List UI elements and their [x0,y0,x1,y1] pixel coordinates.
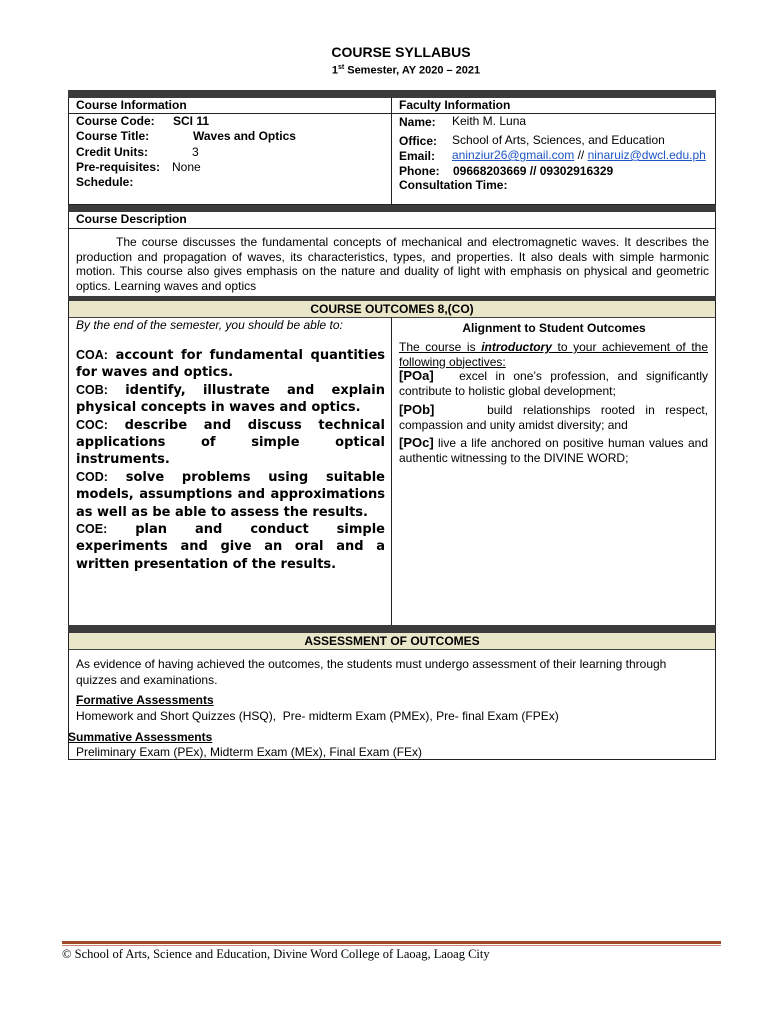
course-title-value: Waves and Optics [193,129,296,143]
footer-rule-thin [62,945,721,946]
outcome-code: COD: [76,469,108,484]
objective-tag: [POb] [399,402,435,417]
schedule-label: Schedule: [76,175,134,189]
email-separator: // [574,148,588,162]
outcomes-divider [391,317,392,626]
outcome-text: describe and discuss technical applications of simple optical instruments. [76,417,386,468]
objective-tag: [POc] [399,435,434,450]
objective-pob [399,403,708,433]
semester-number: 1 [331,64,338,77]
faculty-name-value: Keith M. Luna [452,114,527,128]
outcome-code: COB: [76,382,108,397]
outcome-code: COE: [76,522,108,537]
course-info-header: Course Information [76,98,187,112]
outcome-text: identify, illustrate and explain physical concepts in waves and optics. [76,382,385,416]
faculty-info-header: Faculty Information [399,98,511,112]
objective-tag: [POa] [399,368,434,383]
email-link-2[interactable]: ninaruiz@dwcl.edu.ph [587,148,706,162]
outcome-text: account for fundamental quantities for waves and optics. [76,348,385,381]
prereq-label: Pre-requisites: [76,160,161,174]
assessment-intro: As evidence of having achieved the outcomes, the students must undergo assessment of their learning through quizzes and examinations. [76,657,667,687]
consultation-label: Consultation Time: [399,178,508,192]
course-code-label: Course Code: [76,114,155,128]
objective-text: excel in one’s profession, and significantly contribute to holistic global development; [399,369,708,398]
assessment-top-bar [68,625,716,633]
semester-text: Semester, AY 2020 – 2021 [344,64,481,77]
email-values [452,148,706,162]
office-value: School of Arts, Sciences, and Education [452,133,665,147]
objective-poc [399,436,708,466]
course-title-label: Course Title: [76,129,150,143]
page-title: COURSE SYLLABUS [331,44,471,60]
alignment-intro-start: The course is [399,340,482,354]
summative-text: Preliminary Exam (PEx), Midterm Exam (MEx), Final Exam (FEx) [76,745,423,759]
footer-rule [62,941,721,944]
objective-poa [399,369,708,399]
email-label: Email: [399,149,436,163]
outcome-coe [76,521,385,573]
outcome-text: solve problems using suitable models, assumptions and approximations as well as be able to assess the results. [76,469,385,520]
formative-title: Formative Assessments [76,693,214,707]
info-header-rule [68,113,716,114]
credit-units-label: Credit Units: [76,145,148,159]
outcomes-intro: By the end of the semester, you should be able to: [76,318,343,332]
outcome-cod [76,469,385,521]
outcome-coc [76,417,385,469]
info-table-top-bar [68,90,716,98]
course-code-value: SCI 11 [173,114,210,128]
prereq-value: None [172,160,201,174]
phone-label: Phone: [399,164,440,178]
alignment-header: Alignment to Student Outcomes [462,321,646,335]
objective-text: live a life anchored on positive human values and authentic witnessing to the DIVINE WORD; [399,436,708,465]
alignment-intro [399,340,708,370]
assessment-header: ASSESSMENT OF OUTCOMES [69,633,715,650]
faculty-name-label: Name: [399,115,436,129]
footer-text: © School of Arts, Science and Education, Divine Word College of Laoag, Laoag City [62,947,490,961]
outcomes-list [76,347,385,573]
alignment-intro-end: to your achievement of the following objectives: [399,340,709,369]
description-text: The course discusses the fundamental concepts of mechanical and electromagnetic waves. It describes the production and propagation of waves, its characteristics, types, and properties. It also deals with simple harmonic motion. This course also gives emphasis on the nature and duality of light with emphasis on physical and geometric optics. Learning waves and optics [76,235,709,293]
outcome-coa [76,347,385,382]
alignment-intro-emphasis: introductory [481,340,552,354]
description-top-bar [68,205,716,212]
formative-text: Homework and Short Quizzes (HSQ), Pre- midterm Exam (PMEx), Pre- final Exam (FPEx) [76,709,559,723]
outcome-text: plan and conduct simple experiments and give an oral and a written presentation of the results. [76,522,385,572]
description-header-rule [68,228,716,229]
description-header: Course Description [76,212,187,226]
semester-line [0,64,768,77]
credit-units-value: 3 [192,145,199,159]
summative-title: Summative Assessments [68,730,213,744]
office-label: Office: [399,134,438,148]
info-divider [391,97,392,205]
email-link-1[interactable]: aninziur26@gmail.com [452,148,575,162]
outcome-code: COC: [76,417,108,432]
outcomes-header: COURSE OUTCOMES 8,(CO) [69,301,715,318]
outcome-code: COA: [76,348,108,362]
objective-text: build relationships rooted in respect, compassion and unity amidst diversity; and [399,403,708,432]
phone-value: 09668203669 // 09302916329 [453,164,614,178]
semester-superscript: st [337,64,345,71]
outcome-cob [76,382,385,417]
